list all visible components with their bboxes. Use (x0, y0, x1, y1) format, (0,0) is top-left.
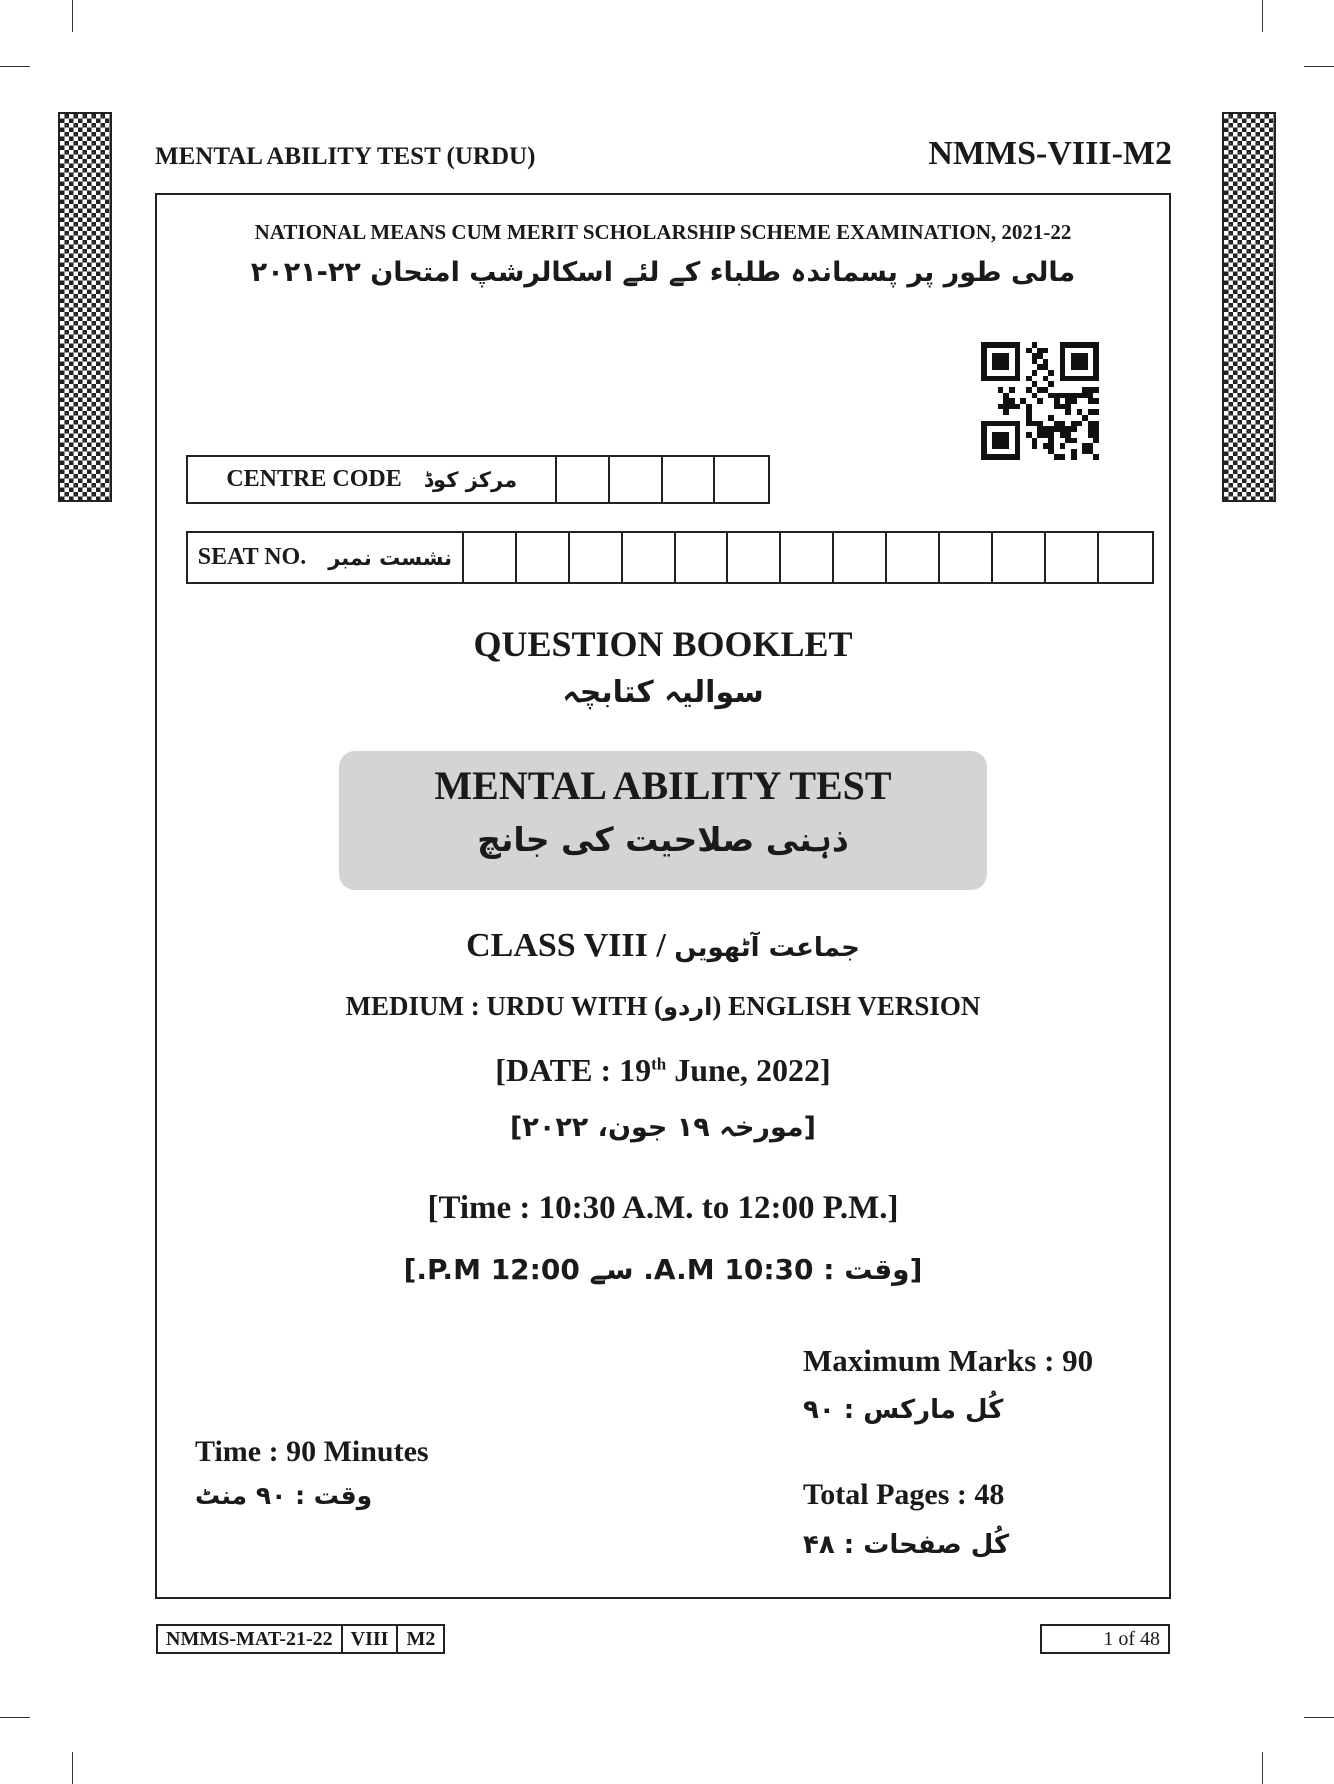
seat-no-label (188, 533, 464, 582)
class-ur: جماعت آٹھویں (674, 933, 860, 963)
date-ur: [مورخہ ۱۹ جون، ۲۰۲۲] (510, 1112, 816, 1143)
date-en (157, 1052, 1169, 1089)
seat-no-cell[interactable] (1046, 533, 1099, 582)
centre-code-cell[interactable] (557, 457, 610, 502)
seat-no-box (186, 531, 1154, 584)
cover-frame (155, 193, 1171, 1599)
total-pages-en: Total Pages : 48 (803, 1478, 1005, 1511)
left-border-pattern (58, 112, 112, 502)
centre-code-cell[interactable] (663, 457, 716, 502)
footer-code: NMMS-MAT-21-22 (158, 1626, 343, 1652)
medium-before: MEDIUM : URDU WITH ( (345, 991, 664, 1021)
footer-page: 1 of 48 (1103, 1627, 1160, 1650)
medium-after: ) ENGLISH VERSION (712, 991, 981, 1021)
crop-mark (0, 1717, 30, 1718)
test-title-en: MENTAL ABILITY TEST (434, 763, 892, 808)
header-right-code: NMMS-VIII-M2 (928, 135, 1172, 172)
duration-ur: وقت : ۹۰ منٹ (195, 1481, 373, 1510)
seat-no-cell[interactable] (993, 533, 1046, 582)
crop-mark (0, 66, 30, 67)
max-marks-en: Maximum Marks : 90 (803, 1343, 1094, 1378)
seat-no-label-ur: نشست نمبر (328, 545, 452, 570)
date-sup: th (651, 1054, 667, 1074)
time-range-ur: [وقت : 10:30 A.M. سے 12:00 P.M.] (403, 1253, 923, 1286)
crop-mark (1304, 1717, 1334, 1718)
crop-mark (72, 1752, 73, 1784)
max-marks-ur: کُل مارکس : ۹۰ (803, 1395, 1004, 1425)
exam-title-en: NATIONAL MEANS CUM MERIT SCHOLARSHIP SCHEME EXAMINATION, 2021-22 (254, 220, 1072, 244)
time-range-en: [Time : 10:30 A.M. to 12:00 P.M.] (427, 1190, 899, 1226)
qr-module (1093, 454, 1099, 460)
centre-code-label-ur: مرکز کوڈ (423, 467, 518, 492)
footer-set: M2 (406, 1627, 436, 1650)
duration-en: Time : 90 Minutes (195, 1435, 429, 1468)
centre-code-box (186, 455, 770, 504)
medium-line (157, 991, 1169, 1022)
footer-class: VIII (343, 1626, 399, 1652)
class-line (157, 927, 1169, 965)
seat-no-cell[interactable] (834, 533, 887, 582)
centre-code-label-en: CENTRE CODE (226, 466, 402, 492)
booklet-title-ur: سوالیہ کتابچہ (562, 675, 764, 710)
seat-no-cell[interactable] (464, 533, 517, 582)
date-prefix: [DATE : 19 (495, 1052, 652, 1088)
seat-no-cell[interactable] (728, 533, 781, 582)
seat-no-label-en: SEAT NO. (197, 544, 307, 570)
total-pages-ur: کُل صفحات : ۴۸ (803, 1530, 1010, 1560)
booklet-title-en: QUESTION BOOKLET (473, 624, 853, 664)
crop-mark (1304, 66, 1334, 67)
test-title-ur: ذہنی صلاحیت کی جانچ (477, 820, 849, 859)
seat-no-cell[interactable] (940, 533, 993, 582)
seat-no-cell[interactable] (517, 533, 570, 582)
centre-code-label (188, 457, 557, 502)
date-suffix: June, 2022] (666, 1052, 831, 1088)
seat-no-cell[interactable] (623, 533, 676, 582)
crop-mark (72, 0, 73, 32)
exam-title-ur: مالی طور پر پسماندہ طلباء کے لئے اسکالرشپ امتحان ۲۲-۲۰۲۱ (250, 257, 1076, 288)
crop-mark (1262, 0, 1263, 32)
seat-no-cell[interactable] (676, 533, 729, 582)
header-left-title: MENTAL ABILITY TEST (URDU) (155, 143, 536, 170)
seat-no-cell[interactable] (570, 533, 623, 582)
crop-mark (1262, 1752, 1263, 1784)
seat-no-cell[interactable] (1099, 533, 1152, 582)
class-en: CLASS VIII / (466, 927, 666, 964)
medium-ur: اردو (663, 993, 713, 1021)
right-border-pattern (1222, 112, 1276, 502)
footer-page-box (1040, 1624, 1170, 1654)
seat-no-cell[interactable] (781, 533, 834, 582)
seat-no-cell[interactable] (887, 533, 940, 582)
footer-code-box (156, 1624, 445, 1654)
centre-code-cell[interactable] (715, 457, 768, 502)
qr-code-icon (981, 342, 1099, 460)
centre-code-cell[interactable] (610, 457, 663, 502)
